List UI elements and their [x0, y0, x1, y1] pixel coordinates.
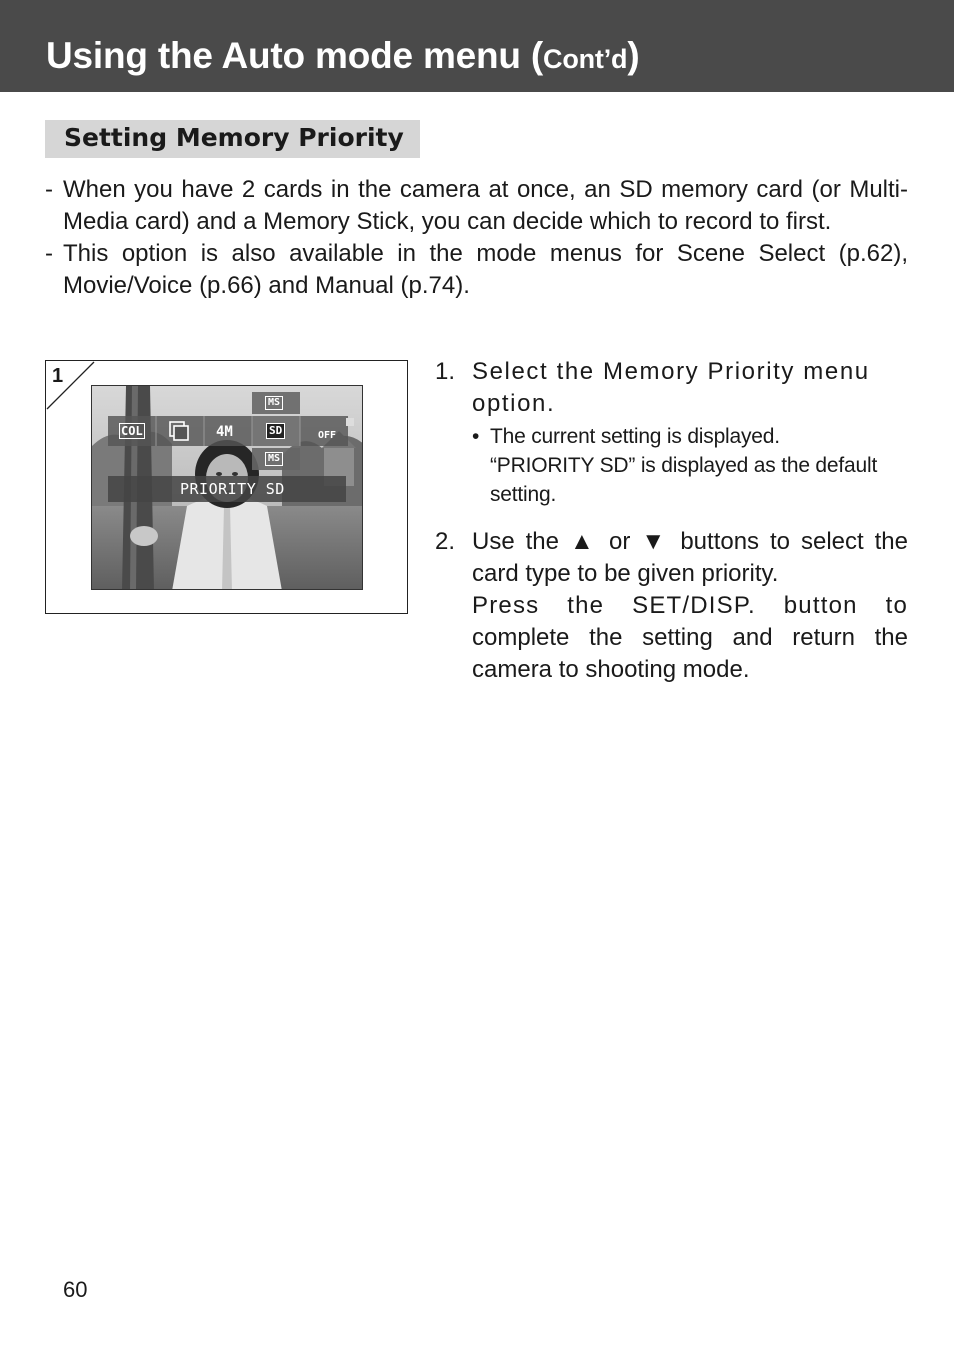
steps-list	[435, 356, 908, 686]
intro-dash: -	[45, 176, 53, 203]
intro-item-1	[45, 174, 908, 238]
camera-lcd-screen	[91, 385, 363, 590]
step-text: Select the Memory Priority menu option.	[472, 358, 870, 417]
step-2-press-line: Press the SET/DISP. button to	[472, 592, 908, 619]
self-timer-off-icon: OFF	[318, 430, 337, 441]
section-heading-box	[45, 120, 420, 158]
step-1-note	[472, 422, 908, 509]
figure-number: 1	[52, 365, 64, 387]
page-number: 60	[63, 1277, 88, 1302]
step-2-or: or	[609, 528, 631, 555]
image-size-icon: 4M	[216, 424, 233, 440]
step-number: 1.	[435, 358, 456, 385]
step-2-text-end: buttons to select the card type to be given priority.	[472, 528, 909, 587]
up-arrow-icon: ▲	[569, 528, 599, 555]
intro-text: This option is also available in the mode menus for Scene Select (p.62), Movie/Voice (p.66) and Manual (p.74).	[63, 240, 908, 299]
step-2-text-start: Use the	[472, 528, 560, 555]
bullet-dot: •	[472, 425, 480, 448]
page-title-contd: Cont’d	[543, 44, 628, 74]
note-line-1: The current setting is displayed.	[490, 425, 780, 448]
priority-label: PRIORITY SD	[180, 480, 285, 498]
sd-card-icon: SD	[266, 423, 285, 439]
page-title	[46, 34, 639, 81]
step-2	[435, 526, 908, 686]
note-line-2: “PRIORITY SD” is displayed as the default setting.	[490, 454, 878, 506]
memory-stick-icon-top: MS	[265, 396, 283, 410]
intro-text: When you have 2 cards in the camera at once, an SD memory card (or Multi-Media card) and a Memory Stick, you can decide which to record to first.	[63, 176, 908, 235]
memory-stick-icon-bottom: MS	[265, 452, 283, 466]
intro-dash: -	[45, 240, 53, 267]
step-number: 2.	[435, 528, 456, 555]
section-title: Setting Memory Priority	[64, 123, 404, 152]
intro-list	[45, 174, 908, 302]
figure-1	[45, 360, 408, 614]
down-arrow-icon: ▼	[641, 528, 670, 555]
step-1	[435, 356, 908, 509]
page-title-close: )	[627, 35, 640, 76]
step-text	[472, 526, 908, 590]
intro-item-2	[45, 238, 908, 302]
page-title-main: Using the Auto mode menu (	[46, 35, 544, 76]
step-2-press-rest: complete the setting and return the camera to shooting mode.	[472, 624, 908, 683]
color-mode-icon: COL	[121, 424, 143, 438]
